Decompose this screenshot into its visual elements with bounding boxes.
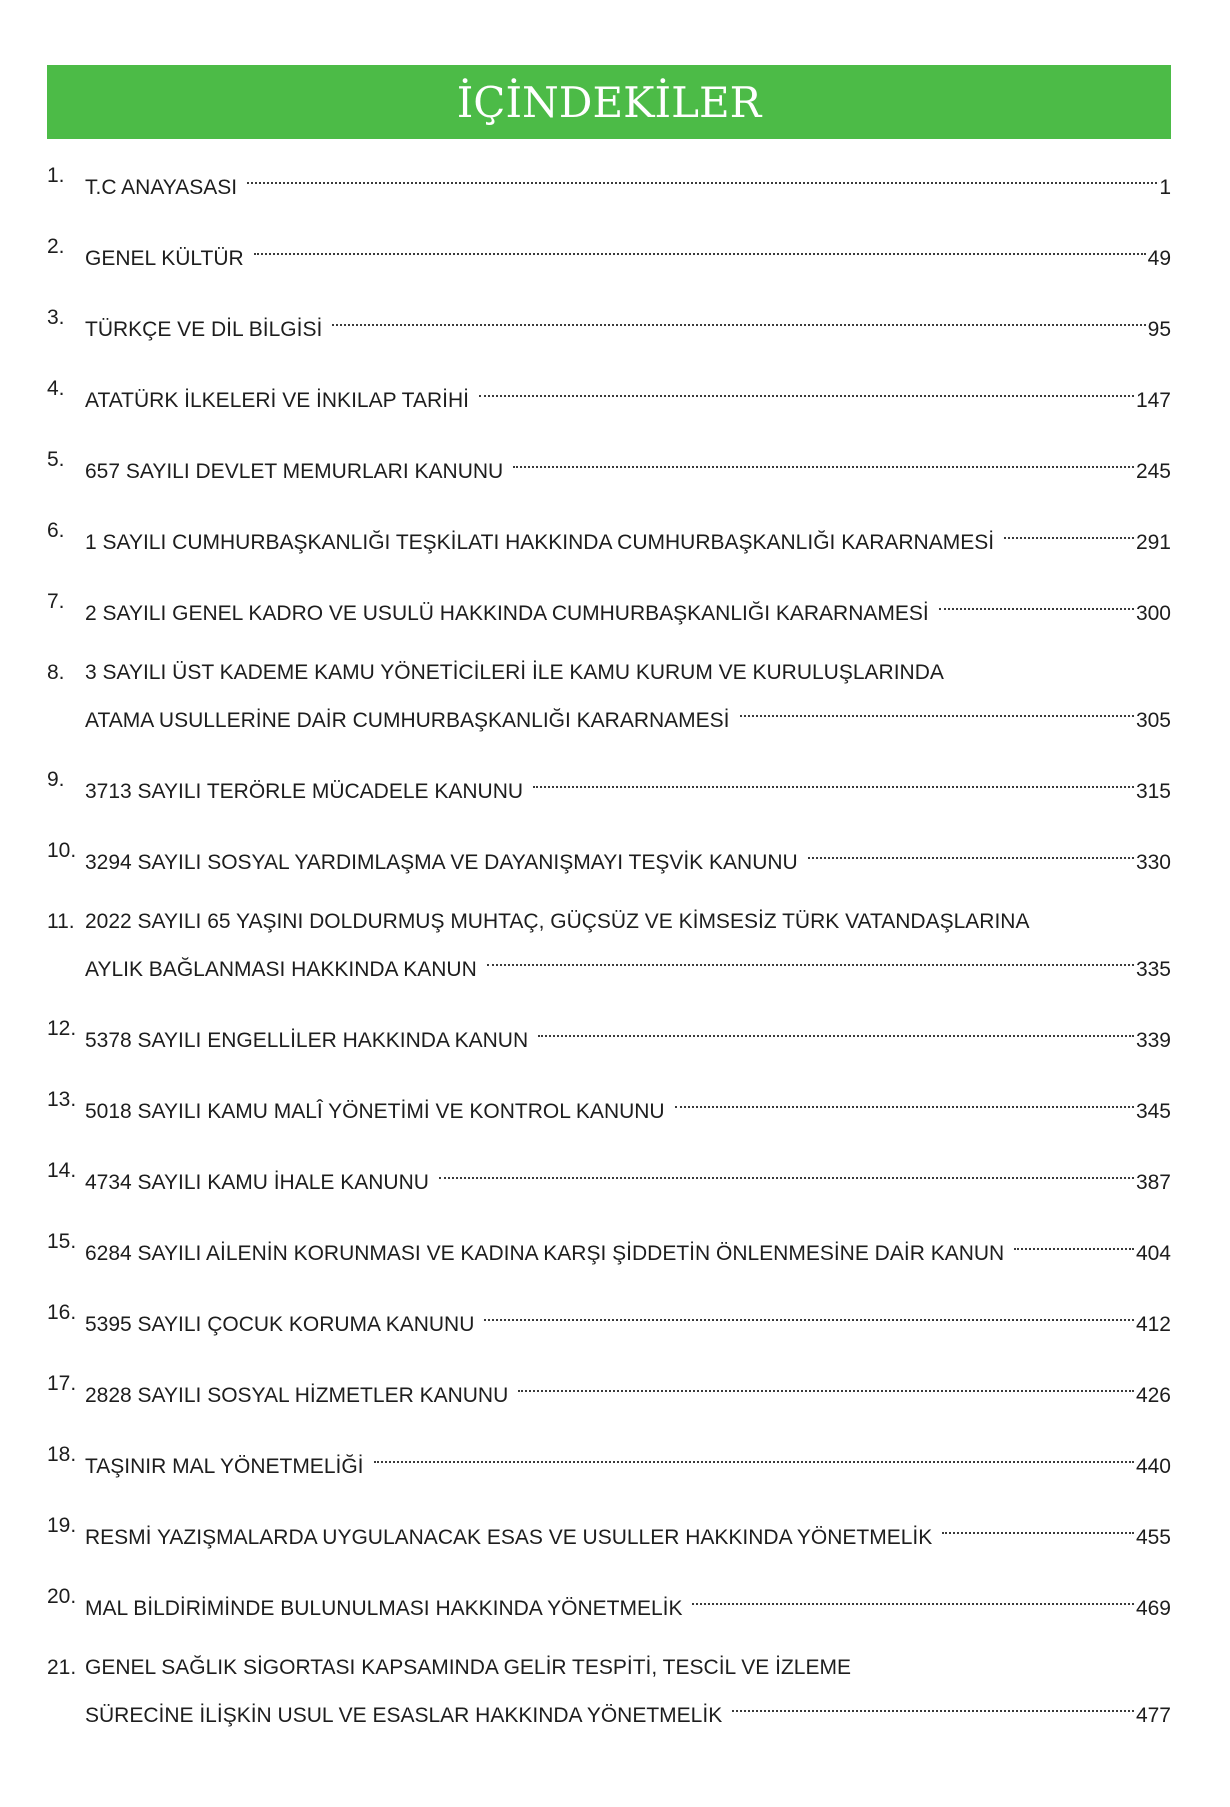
toc-page-number: 339	[1135, 1029, 1171, 1052]
toc-entry[interactable]	[47, 1082, 1171, 1123]
toc-entry-title: 5395 SAYILI ÇOCUK KORUMA KANUNU	[85, 1313, 475, 1336]
toc-entry-line	[85, 442, 1171, 483]
toc-page-number: 330	[1135, 851, 1171, 874]
toc-dot-leader	[332, 300, 1145, 336]
toc-entry-title: T.C ANAYASASI	[85, 176, 238, 199]
toc-entry-body	[85, 300, 1171, 341]
toc-entry-body	[85, 1579, 1171, 1620]
toc-entry-number: 2.	[47, 235, 65, 258]
toc-entry[interactable]	[47, 833, 1171, 874]
toc-entry-line	[85, 762, 1171, 803]
toc-entry-title: ATAMA USULLERİNE DAİR CUMHURBAŞKANLIĞI KARARNAMESİ	[85, 709, 730, 732]
toc-page-number: 469	[1135, 1597, 1171, 1620]
toc-entry-title: 3713 SAYILI TERÖRLE MÜCADELE KANUNU	[85, 780, 524, 803]
toc-entry-line	[85, 1082, 1171, 1123]
toc-header-bar	[47, 65, 1171, 139]
toc-entry-number: 12.	[47, 1017, 77, 1040]
toc-dot-leader	[513, 442, 1134, 478]
toc-entry-line	[85, 1224, 1171, 1265]
toc-entry-line	[85, 1437, 1171, 1478]
toc-dot-leader	[939, 584, 1134, 620]
toc-page-number: 95	[1147, 318, 1171, 341]
toc-entry[interactable]	[47, 655, 1171, 732]
toc-entry[interactable]	[47, 1224, 1171, 1265]
toc-page-number: 412	[1135, 1313, 1171, 1336]
page-title: İÇİNDEKİLER	[456, 77, 762, 127]
toc-entry-line	[85, 1579, 1171, 1620]
toc-entry-body	[85, 904, 1171, 981]
toc-entry[interactable]	[47, 1295, 1171, 1336]
toc-entry-line	[85, 371, 1171, 412]
toc-dot-leader	[254, 229, 1146, 265]
toc-dot-leader	[374, 1437, 1134, 1473]
toc-entry-body	[85, 1508, 1171, 1549]
toc-entry-body	[85, 1366, 1171, 1407]
toc-entry[interactable]	[47, 158, 1171, 199]
toc-entry-line	[85, 513, 1171, 554]
toc-page-number: 440	[1135, 1455, 1171, 1478]
toc-page-number: 245	[1135, 460, 1171, 483]
toc-entry-line	[85, 158, 1171, 199]
toc-entry[interactable]	[47, 300, 1171, 341]
toc-entry-title: 2828 SAYILI SOSYAL HİZMETLER KANUNU	[85, 1384, 509, 1407]
toc-page-number: 1	[1159, 176, 1171, 199]
toc-page-number: 305	[1135, 709, 1171, 732]
toc-entry-number: 18.	[47, 1443, 77, 1466]
toc-entry-line	[85, 655, 1171, 691]
toc-entry-body	[85, 158, 1171, 199]
toc-entry-number: 16.	[47, 1301, 77, 1324]
toc-page-number: 477	[1135, 1704, 1171, 1727]
toc-entry[interactable]	[47, 1366, 1171, 1407]
toc-entry-title: SÜRECİNE İLİŞKİN USUL VE ESASLAR HAKKINDA YÖNETMELİK	[85, 1704, 723, 1727]
toc-dot-leader	[247, 158, 1157, 194]
toc-entry-line	[85, 1508, 1171, 1549]
toc-entry-number: 8.	[47, 661, 65, 684]
toc-entry-number: 14.	[47, 1159, 77, 1182]
toc-entry-number: 9.	[47, 768, 65, 791]
toc-entry-body	[85, 584, 1171, 625]
toc-entry-body	[85, 1011, 1171, 1052]
toc-entry-title: 6284 SAYILI AİLENİN KORUNMASI VE KADINA KARŞI ŞİDDETİN ÖNLENMESİNE DAİR KANUN	[85, 1242, 1005, 1265]
toc-dot-leader	[538, 1011, 1134, 1047]
toc-entry-title: 2022 SAYILI 65 YAŞINI DOLDURMUŞ MUHTAÇ, GÜÇSÜZ VE KİMSESİZ TÜRK VATANDAŞLARINA	[85, 910, 1030, 933]
toc-entry-body	[85, 655, 1171, 732]
toc-entry[interactable]	[47, 1650, 1171, 1727]
toc-dot-leader	[487, 940, 1134, 976]
toc-entry-body	[85, 513, 1171, 554]
toc-entry-line	[85, 584, 1171, 625]
toc-entry[interactable]	[47, 584, 1171, 625]
toc-entry-body	[85, 833, 1171, 874]
toc-entry[interactable]	[47, 1579, 1171, 1620]
toc-entry-line	[85, 1366, 1171, 1407]
toc-entry-title: 657 SAYILI DEVLET MEMURLARI KANUNU	[85, 460, 504, 483]
toc-entry[interactable]	[47, 513, 1171, 554]
toc-entry-title: TÜRKÇE VE DİL BİLGİSİ	[85, 318, 323, 341]
toc-entry-number: 20.	[47, 1585, 77, 1608]
toc-entry-number: 4.	[47, 377, 65, 400]
toc-page-number: 49	[1147, 247, 1171, 270]
toc-entry-line	[85, 1011, 1171, 1052]
toc-entry-line	[85, 1295, 1171, 1336]
toc-dot-leader	[439, 1153, 1134, 1189]
toc-entry-title: MAL BİLDİRİMİNDE BULUNULMASI HAKKINDA YÖNETMELİK	[85, 1597, 683, 1620]
toc-entry-body	[85, 371, 1171, 412]
toc-entry-body	[85, 1224, 1171, 1265]
toc-entry-number: 6.	[47, 519, 65, 542]
toc-entry-line	[85, 1686, 1171, 1727]
toc-entry-title: TAŞINIR MAL YÖNETMELİĞİ	[85, 1455, 364, 1478]
toc-entry-line	[85, 833, 1171, 874]
toc-page-number: 455	[1135, 1526, 1171, 1549]
toc-entry-line	[85, 691, 1171, 732]
toc-entry-title: 3294 SAYILI SOSYAL YARDIMLAŞMA VE DAYANIŞMAYI TEŞVİK KANUNU	[85, 851, 798, 874]
toc-entry-body	[85, 442, 1171, 483]
toc-entry-title: 2 SAYILI GENEL KADRO VE USULÜ HAKKINDA CUMHURBAŞKANLIĞI KARARNAMESİ	[85, 602, 929, 625]
toc-page-number: 426	[1135, 1384, 1171, 1407]
toc-entry-body	[85, 1650, 1171, 1727]
toc-entry-line	[85, 904, 1171, 940]
toc-entry[interactable]	[47, 371, 1171, 412]
toc-page-number: 335	[1135, 958, 1171, 981]
toc-entry-number: 19.	[47, 1514, 77, 1537]
toc-entry-body	[85, 229, 1171, 270]
toc-entry-title: 5378 SAYILI ENGELLİLER HAKKINDA KANUN	[85, 1029, 529, 1052]
toc-entry-body	[85, 1153, 1171, 1194]
toc-entry-body	[85, 1437, 1171, 1478]
toc-entry-body	[85, 1295, 1171, 1336]
toc-entry-title: RESMİ YAZIŞMALARDA UYGULANACAK ESAS VE USULLER HAKKINDA YÖNETMELİK	[85, 1526, 933, 1549]
toc-entry-line	[85, 940, 1171, 981]
toc-dot-leader	[675, 1082, 1134, 1118]
toc-page-number: 345	[1135, 1100, 1171, 1123]
toc-entry-title: 1 SAYILI CUMHURBAŞKANLIĞI TEŞKİLATI HAKKINDA CUMHURBAŞKANLIĞI KARARNAMESİ	[85, 531, 995, 554]
toc-entry[interactable]	[47, 1437, 1171, 1478]
toc-dot-leader	[808, 833, 1134, 869]
toc-page-number: 315	[1135, 780, 1171, 803]
toc-dot-leader	[942, 1508, 1134, 1544]
toc-entry-number: 21.	[47, 1656, 77, 1679]
toc-entry-line	[85, 229, 1171, 270]
toc-entry[interactable]	[47, 1153, 1171, 1194]
toc-page-number: 404	[1135, 1242, 1171, 1265]
toc-dot-leader	[732, 1686, 1134, 1722]
toc-entry-title: 3 SAYILI ÜST KADEME KAMU YÖNETİCİLERİ İLE KAMU KURUM VE KURULUŞLARINDA	[85, 661, 944, 684]
toc-entry[interactable]	[47, 229, 1171, 270]
toc-entry-number: 10.	[47, 839, 77, 862]
toc-dot-leader	[484, 1295, 1134, 1331]
toc-entry-title: GENEL KÜLTÜR	[85, 247, 244, 270]
toc-page-number: 147	[1135, 389, 1171, 412]
toc-dot-leader	[479, 371, 1134, 407]
toc-entry[interactable]	[47, 442, 1171, 483]
toc-dot-leader	[1014, 1224, 1134, 1260]
toc-entry-number: 15.	[47, 1230, 77, 1253]
toc-dot-leader	[692, 1579, 1133, 1615]
toc-entry-title: GENEL SAĞLIK SİGORTASI KAPSAMINDA GELİR TESPİTİ, TESCİL VE İZLEME	[85, 1656, 851, 1679]
toc-entry-title: 4734 SAYILI KAMU İHALE KANUNU	[85, 1171, 429, 1194]
toc-entry-number: 1.	[47, 164, 65, 187]
toc-page-number: 387	[1135, 1171, 1171, 1194]
toc-entry-body	[85, 1082, 1171, 1123]
toc-entry-number: 7.	[47, 590, 65, 613]
toc-dot-leader	[1004, 513, 1134, 549]
toc-entry-number: 5.	[47, 448, 65, 471]
toc-entry-body	[85, 762, 1171, 803]
toc-entry-title: AYLIK BAĞLANMASI HAKKINDA KANUN	[85, 958, 477, 981]
toc-page-number: 291	[1135, 531, 1171, 554]
toc-entry-number: 3.	[47, 306, 65, 329]
toc-page-number: 300	[1135, 602, 1171, 625]
toc-dot-leader	[533, 762, 1134, 798]
toc-entry[interactable]	[47, 904, 1171, 981]
toc-dot-leader	[740, 691, 1134, 727]
toc-entry-number: 17.	[47, 1372, 77, 1395]
toc-entry-line	[85, 300, 1171, 341]
toc-entry[interactable]	[47, 762, 1171, 803]
toc-entry-line	[85, 1650, 1171, 1686]
toc-entry[interactable]	[47, 1011, 1171, 1052]
toc-dot-leader	[518, 1366, 1134, 1402]
toc-entry-title: 5018 SAYILI KAMU MALÎ YÖNETİMİ VE KONTROL KANUNU	[85, 1100, 665, 1123]
toc-entry-line	[85, 1153, 1171, 1194]
toc-entry-number: 11.	[47, 910, 75, 933]
toc-entry-title: ATATÜRK İLKELERİ VE İNKILAP TARİHİ	[85, 389, 469, 412]
toc-entry-number: 13.	[47, 1088, 77, 1111]
toc-entry[interactable]	[47, 1508, 1171, 1549]
